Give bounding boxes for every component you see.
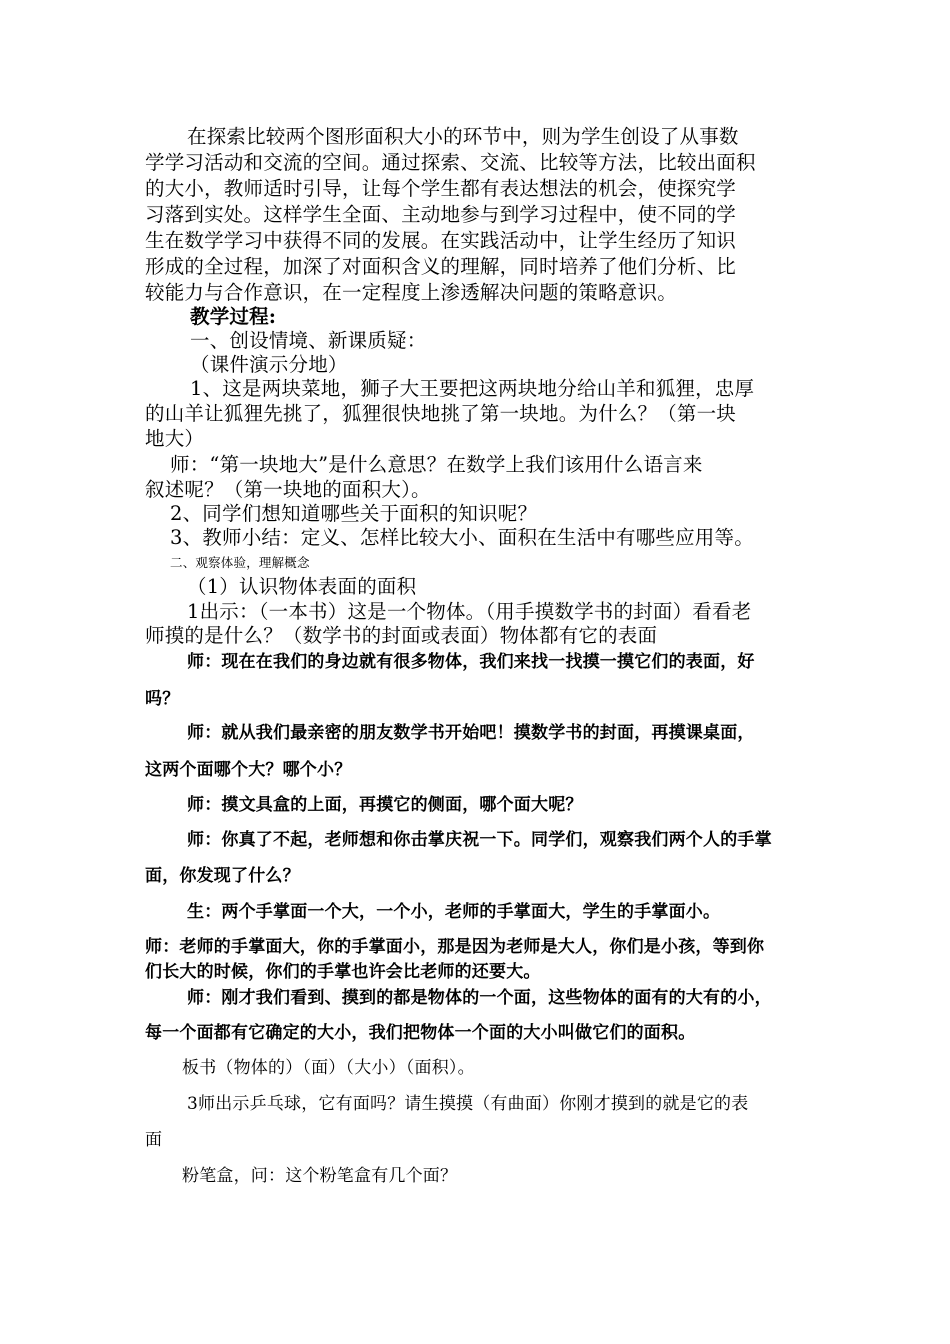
paragraph-line: 3、教师小结：定义、怎样比较大小、面积在生活中有哪些应用等。 [170, 526, 754, 549]
dialogue-line: 吗？ [145, 689, 180, 709]
dialogue-line: 师：现在在我们的身边就有很多物体，我们来找一找摸一摸它们的表面，好 [187, 652, 755, 672]
section-title: 二、观察体验，理解概念 [170, 555, 310, 570]
dialogue-line: 师：你真了不起，老师想和你击掌庆祝一下。同学们，观察我们两个人的手掌 [187, 830, 772, 850]
dialogue-line: 这两个面哪个大？哪个小？ [145, 760, 352, 780]
paragraph-line: 1出示：（一本书）这是一个物体。（用手摸数学书的封面）看看老 [187, 600, 752, 623]
courseware-note: （课件演示分地） [190, 353, 348, 376]
dialogue-line: 师：刚才我们看到、摸到的都是物体的一个面，这些物体的面有的大有的小， [187, 988, 772, 1008]
paragraph-line: 2、同学们想知道哪些关于面积的知识呢？ [170, 502, 538, 525]
dialogue-line: 师：就从我们最亲密的朋友数学书开始吧！摸数学书的封面，再摸课桌面， [187, 723, 755, 743]
intro-line: 较能力与合作意识，在一定程度上渗透解决问题的策略意识。 [145, 281, 677, 304]
subsection-title: （1）认识物体表面的面积 [187, 575, 417, 598]
intro-line: 生在数学学习中获得不同的发展。在实践活动中，让学生经历了知识 [145, 229, 737, 252]
paragraph-line: 的山羊让狐狸先挑了，狐狸很快地挑了第一块地。为什么？（第一块 [145, 402, 737, 425]
section-heading: 教学过程: [190, 305, 277, 328]
dialogue-line: 们长大的时候，你们的手掌也许会比老师的还要大。 [145, 962, 541, 982]
paragraph-line: 面 [145, 1130, 163, 1150]
intro-line: 的大小，教师适时引导，让每个学生都有表达想法的机会，使探究学 [145, 177, 737, 200]
dialogue-line: 面，你发现了什么？ [145, 866, 300, 886]
intro-line: 在探索比较两个图形面积大小的环节中，则为学生创设了从事数 [187, 125, 739, 148]
dialogue-line: 每一个面都有它确定的大小，我们把物体一个面的大小叫做它们的面积。 [145, 1023, 696, 1043]
paragraph-line: 3师出示乒乓球，它有面吗？请生摸摸（有曲面）你刚才摸到的就是它的表 [187, 1094, 749, 1114]
paragraph-line: 1、这是两块菜地，狮子大王要把这两块地分给山羊和狐狸，忠厚 [190, 377, 755, 400]
intro-line: 学学习活动和交流的空间。通过探索、交流、比较等方法，比较出面积 [145, 151, 756, 174]
dialogue-line: 师：摸文具盒的上面，再摸它的侧面，哪个面大呢？ [187, 795, 583, 815]
paragraph-line: 地大） [145, 427, 205, 450]
paragraph-line: 粉笔盒，问：这个粉笔盒有几个面？ [182, 1166, 458, 1186]
paragraph-line: 师：“第一块地大”是什么意思？在数学上我们该用什么语言来 [170, 453, 703, 476]
intro-line: 形成的全过程，加深了对面积含义的理解，同时培养了他们分析、比 [145, 255, 737, 278]
intro-line: 习落到实处。这样学生全面、主动地参与到学习过程中，使不同的学 [145, 203, 737, 226]
paragraph-line: 叙述呢？（第一块地的面积大）。 [145, 478, 431, 501]
paragraph-line: 师摸的是什么？（数学书的封面或表面）物体都有它的表面 [145, 624, 658, 647]
dialogue-line: 生：两个手掌面一个大，一个小，老师的手掌面大，学生的手掌面小。 [187, 902, 721, 922]
dialogue-line: 师：老师的手掌面大，你的手掌面小，那是因为老师是大人，你们是小孩，等到你 [145, 937, 765, 957]
paragraph-line: 板书（物体的）（面）（大小）（面积）。 [182, 1058, 475, 1078]
section-title: 一、创设情境、新课质疑： [190, 329, 427, 352]
